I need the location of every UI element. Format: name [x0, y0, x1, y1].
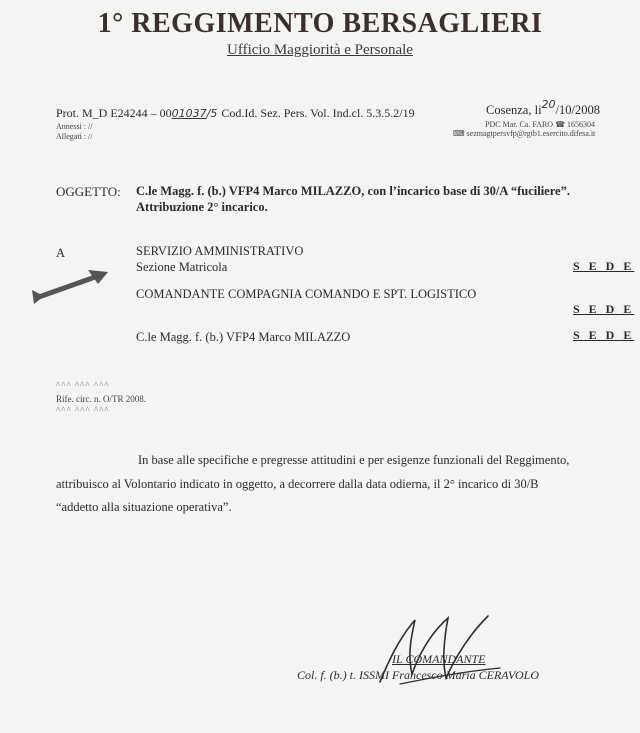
- protocol-cod-id: Cod.Id. Sez. Pers. Vol. Ind.cl. 5.3.5.2/19: [221, 106, 415, 120]
- recipient-2-sede: S E D E: [573, 302, 635, 316]
- city: Cosenza, li: [486, 103, 542, 117]
- signature-name: Col. f. (b.) t. ISSMI Francesco Maria CERAVOLO: [297, 668, 540, 682]
- body-line-1: In base alle specifiche e pregresse attitudini e per esigenze funzionali del Reggimento,: [138, 453, 570, 467]
- body-line-3: “addetto alla situazione operativa”.: [56, 500, 232, 514]
- pdc-contact: PDC Mar. Ca. FARO ☎ 1656304: [485, 120, 596, 129]
- oggetto-line-2: Attribuzione 2° incarico.: [136, 200, 268, 214]
- recipient-3-name: C.le Magg. f. (b.) VFP4 Marco MILAZZO: [136, 330, 351, 344]
- protocol-suffix-handwritten: 5: [210, 107, 218, 120]
- reference-squiggle-top: ^^^ ^^^ ^^^: [56, 380, 110, 390]
- recipient-2-name: COMANDANTE COMPAGNIA COMANDO E SPT. LOGISTICO: [136, 287, 477, 301]
- office-subtitle: Ufficio Maggiorità e Personale: [227, 42, 413, 58]
- allegati: Allegati : //: [56, 132, 93, 141]
- protocol-line: Prot. M_D E24244 – 0001037/5 Cod.Id. Sez. Pers. Vol. Ind.cl. 5.3.5.2/19: [56, 106, 415, 120]
- hand-drawn-arrow-icon: [28, 266, 114, 308]
- recipient-1-name: SERVIZIO AMMINISTRATIVO: [136, 244, 304, 258]
- oggetto-line-1: C.le Magg. f. (b.) VFP4 Marco MILAZZO, con l’incarico base di 30/A “fuciliere”.: [136, 184, 570, 198]
- recipient-3-sede: S E D E: [573, 328, 635, 342]
- date-month-year: /10/2008: [555, 103, 600, 117]
- body-line-2: attribuisco al Volontario indicato in oggetto, a decorrere dalla data odierna, il 2° incarico di 30/B: [56, 477, 539, 491]
- recipient-1-sede: S E D E: [573, 259, 635, 273]
- email-contact: ⌨ sezmagtpersvfp@rgtb1.esercito.difesa.it: [453, 129, 596, 138]
- date-day-handwritten: 20: [541, 98, 556, 111]
- oggetto-label: OGGETTO:: [56, 184, 121, 199]
- reference-squiggle-bottom: ^^^ ^^^ ^^^: [56, 405, 110, 415]
- annessi: Annessi : //: [56, 122, 93, 131]
- regiment-title: 1° REGGIMENTO BERSAGLIERI: [97, 8, 543, 39]
- place-date: [486, 98, 600, 118]
- signature-role: IL COMANDANTE: [392, 652, 486, 666]
- protocol-prefix: Prot. M_D E24244 – 00: [56, 106, 172, 120]
- reference-circular: Rife. circ. n. O/TR 2008.: [56, 394, 146, 404]
- recipient-1-sub: Sezione Matricola: [136, 260, 228, 274]
- protocol-number-handwritten: 01037: [171, 107, 207, 120]
- recipients-a-label: A: [56, 246, 66, 260]
